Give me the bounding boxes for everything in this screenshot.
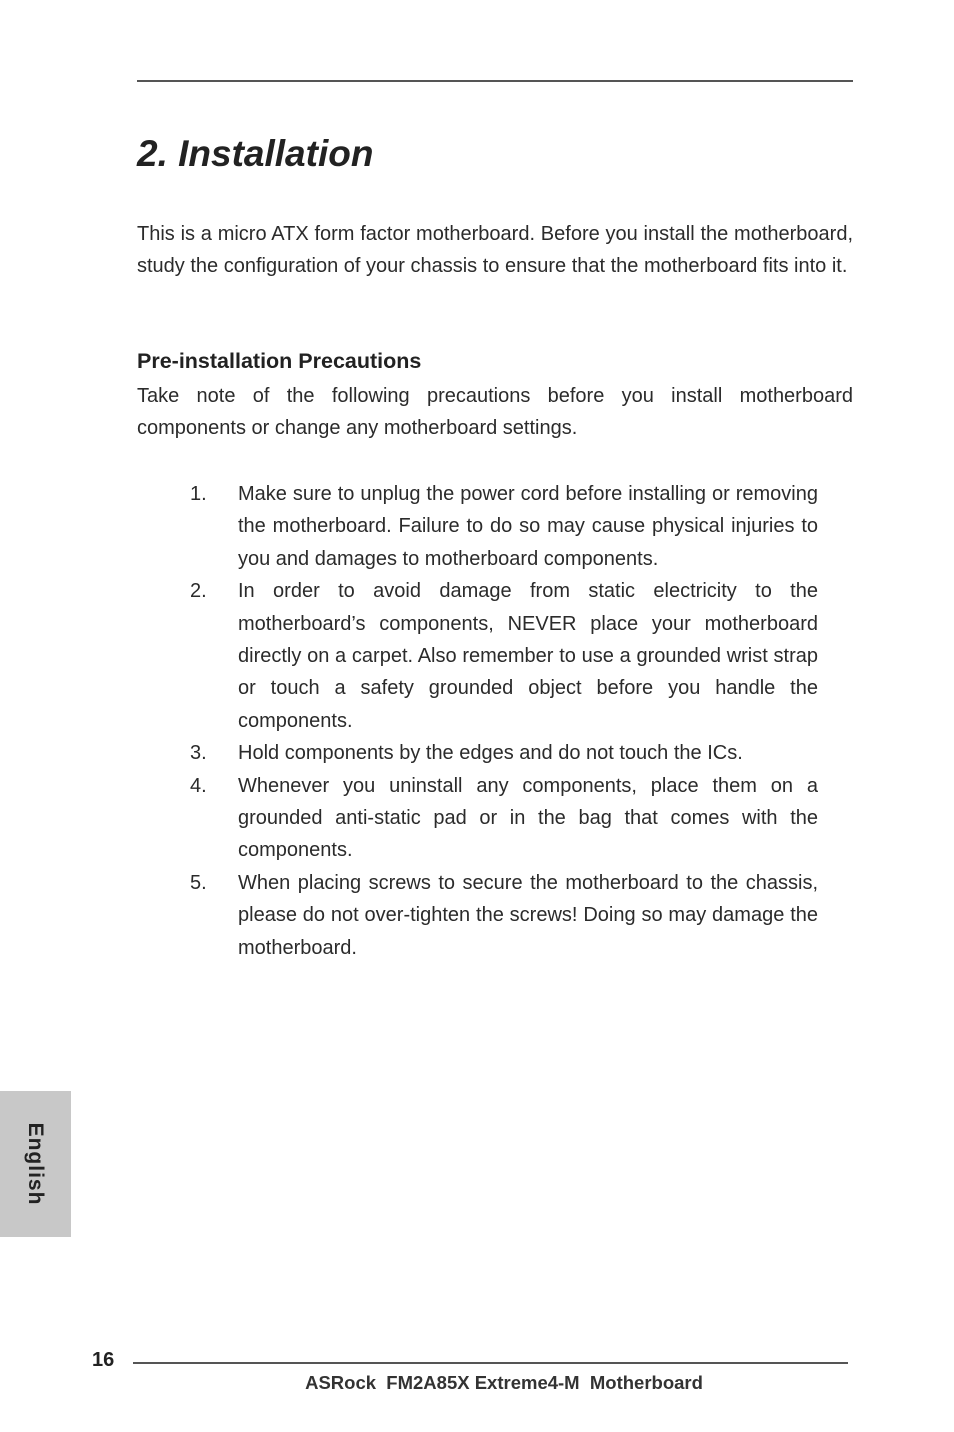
precautions-list <box>190 478 818 964</box>
precautions-note: Take note of the following precautions before you install motherboard components or change any motherboard settings. <box>137 385 853 440</box>
list-item-number: 1. <box>190 483 207 505</box>
list-item-number: 5. <box>190 871 207 894</box>
list-item-number: 4. <box>190 774 207 797</box>
list-item-text: In order to avoid damage from static electricity to the motherboard’s components, NEVER place your motherboard directly on a carpet. Also remember to use a grounded wrist strap or touch a safety grounded object before you handle the components. <box>238 580 818 732</box>
footer-product-name: ASRock FM2A85X Extreme4-M Motherboard <box>305 1372 703 1393</box>
language-tab <box>0 1091 71 1237</box>
list-item <box>190 575 818 737</box>
list-item-number: 2. <box>190 580 207 603</box>
list-item <box>190 737 818 769</box>
page-number: 16 <box>92 1349 115 1371</box>
list-item-text: When placing screws to secure the motherboard to the chassis, please do not over-tighten the screws! Doing so may damage the motherboard. <box>238 871 818 959</box>
list-item <box>190 867 818 964</box>
header-rule <box>137 80 853 82</box>
list-item-number: 3. <box>190 742 207 765</box>
chapter-title: 2. Installation <box>137 133 374 174</box>
language-tab-label: English <box>24 1122 47 1206</box>
footer-rule <box>133 1362 848 1364</box>
section-heading: Pre-installation Precautions <box>137 349 422 373</box>
list-item-text: Hold components by the edges and do not touch the ICs. <box>238 742 743 765</box>
list-item-text: Make sure to unplug the power cord before installing or removing the motherboard. Failure to do so may cause physical injuries to you and damages to motherboard components. <box>238 483 818 570</box>
intro-paragraph: This is a micro ATX form factor motherboard. Before you install the motherboard, study the configuration of your chassis to ensure that the motherboard fits into it. <box>137 223 853 278</box>
list-item-text: Whenever you uninstall any components, place them on a grounded anti-static pad or in the bag that comes with the components. <box>238 774 818 862</box>
list-item <box>190 770 818 867</box>
list-item <box>190 478 818 575</box>
